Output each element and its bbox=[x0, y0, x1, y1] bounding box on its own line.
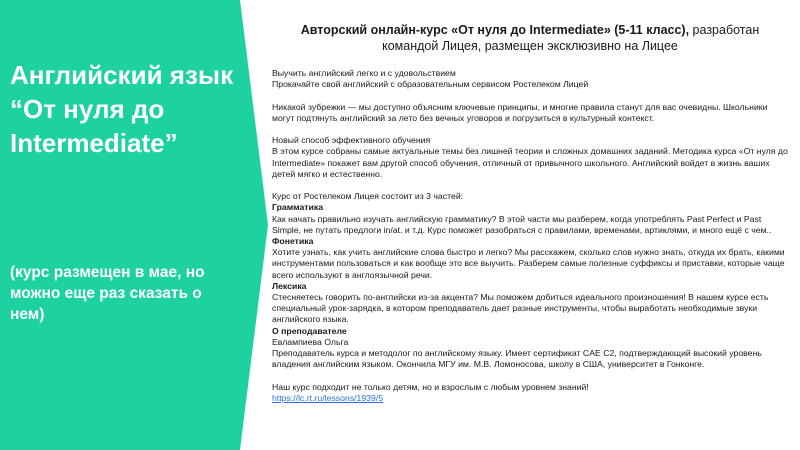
phonetics-title: Фонетика bbox=[272, 236, 314, 246]
closing-line: Наш курс подходит не только детям, но и взрослым с любым уровнем знаний! bbox=[272, 381, 589, 392]
method-title: Новый способ эффективного обучения bbox=[272, 135, 431, 146]
intro-paragraph: Никакой зубрежки — мы доступно объясним ключевые принципы, и многие правила станут для вас очевидны. Школьники могут подтянуть английский за лето без вечных уговоров и погрузиться в культурный контекст. bbox=[272, 101, 768, 123]
course-link[interactable]: https://lc.rt.ru/lessons/1939/5 bbox=[272, 392, 384, 403]
parts-intro: Курс от Ростелеком Лицея состоит из 3 частей: bbox=[272, 191, 464, 202]
course-description bbox=[272, 22, 788, 404]
course-heading-bold: Авторский онлайн-курс «От нуля до Intermediate» (5-11 класс), bbox=[300, 23, 690, 37]
intro-line-2: Прокачайте свой английский с образовательным сервисом Ростелеком Лицей bbox=[272, 79, 589, 90]
lexicon-title: Лексика bbox=[272, 280, 307, 291]
sidebar-panel bbox=[0, 0, 240, 450]
teacher-text: Преподаватель курса и методолог по английскому языку. Имеет сертификат CAE C2, подтверждающий высокий уровень владения английским языком. Окончила МГУ им. М.В. Ломоносова, школу в США, университет в Гонконге. bbox=[272, 348, 762, 370]
intro-line-1: Выучить английский легко и с удовольствием bbox=[272, 68, 456, 78]
grammar-text: Как начать правильно изучать английскую грамматику? В этой части мы разберем, когда употреблять Past Perfect и Past Simple, не путать предлоги in/at. и т.д. Курс поможет разобраться с правилами, временами, артиклями, и много ещё с чем.. bbox=[272, 213, 772, 235]
teacher-title: О преподавателе bbox=[272, 325, 347, 336]
slide-note: (курс размещен в мае, но можно еще раз сказать о нем) bbox=[10, 264, 205, 323]
slide-title: Английский язык “От нуля до Intermediate” bbox=[10, 60, 234, 158]
course-heading bbox=[272, 22, 788, 54]
teacher-name: Евлампиева Ольга bbox=[272, 336, 349, 347]
method-text: В этом курсе собраны самые актуальные темы без лишней теории и сложных домашних заданий. Методика курса «От нуля до Intermediate» покажет вам другой способ обучения, отличный от привычного школьного. Английский войдет в жизнь ваших детей мягко и естественно. bbox=[272, 146, 788, 179]
lexicon-text: Стесняетесь говорить по-английски из-за акцента? Мы поможем добиться идеального произношения! В нашем курсе есть специальный урок-зарядка, в котором преподаватель дает разные инструменты, чтобы выработать необходимые звуки английского языка. bbox=[272, 292, 769, 325]
sidebar-arrow-shape bbox=[240, 0, 268, 450]
course-body bbox=[272, 68, 788, 404]
grammar-title: Грамматика bbox=[272, 202, 324, 213]
phonetics-text: Хотите узнать, как учить английские слова быстро и легко? Мы расскажем, сколько слов нужно знать, откуда их брать, какими инструментами пользоваться и как вообще это все выучить. Разберем самые полезные суффиксы и приставки, которые чаще всего используют в англоязычной речи. bbox=[272, 247, 785, 280]
course-heading-rest: разработан командой Лицея, размещен эксклюзивно на Лицее bbox=[382, 23, 760, 53]
